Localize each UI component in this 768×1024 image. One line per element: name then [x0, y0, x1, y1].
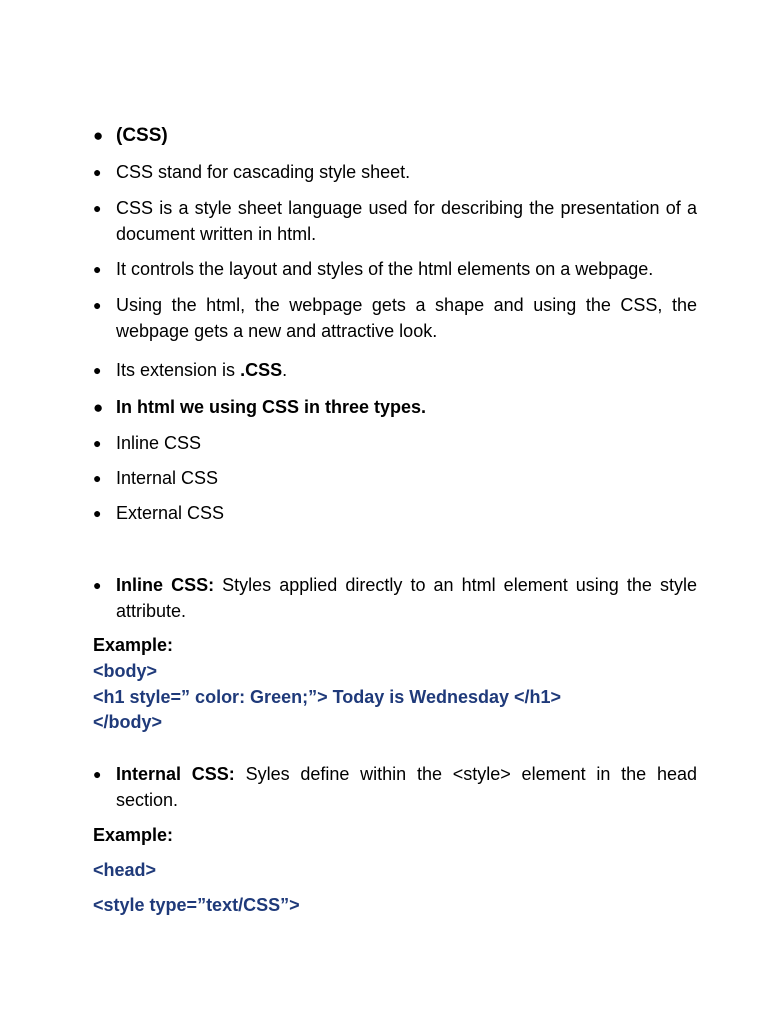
section-heading: (CSS)	[116, 125, 168, 146]
list-item	[93, 257, 697, 283]
type-external: External CSS	[116, 503, 225, 523]
extension-suffix: .	[282, 360, 288, 380]
bullet-icon: ●	[93, 398, 104, 417]
extension-item	[93, 358, 697, 384]
inline-css-item	[93, 573, 697, 624]
list-item	[93, 501, 697, 527]
list-item-text: CSS is a style sheet language used for describing the presentation of a document written in html.	[116, 198, 697, 244]
list-item	[93, 466, 697, 492]
inline-example-label: Example:	[93, 635, 174, 655]
list-item-text: It controls the layout and styles of the html elements on a webpage.	[116, 259, 654, 279]
bullet-icon: ●	[93, 297, 102, 313]
bullet-icon: ●	[93, 261, 102, 277]
bullet-icon: ●	[93, 766, 102, 782]
extension-value: .CSS	[240, 360, 283, 380]
bullet-icon: ●	[93, 505, 102, 521]
list-item	[93, 196, 697, 247]
list-item	[93, 293, 697, 344]
list-item	[93, 431, 697, 457]
internal-css-item	[93, 762, 697, 813]
bullet-icon: ●	[93, 200, 102, 216]
internal-css-text	[116, 762, 697, 813]
types-heading-item	[93, 395, 697, 421]
type-internal: Internal CSS	[116, 468, 219, 488]
extension-prefix: Its extension is	[116, 360, 241, 380]
types-heading: In html we using CSS in three types.	[116, 397, 427, 417]
inline-css-text	[116, 573, 697, 624]
internal-example-label: Example:	[93, 825, 174, 845]
inline-code-line: <body>	[93, 661, 158, 681]
inline-css-label: Inline CSS:	[116, 575, 215, 595]
internal-code-line: <style type=”text/CSS”>	[93, 895, 300, 915]
bullet-icon: ●	[93, 577, 102, 593]
list-item	[93, 160, 697, 186]
list-item-text: CSS stand for cascading style sheet.	[116, 162, 411, 182]
bullet-icon: ●	[93, 126, 104, 145]
internal-code-line: <head>	[93, 860, 157, 880]
type-inline: Inline CSS	[116, 433, 202, 453]
internal-css-label: Internal CSS:	[116, 764, 235, 784]
heading-item	[93, 123, 697, 149]
internal-css-description: Syles define within the <style> element in the head section.	[116, 764, 697, 810]
bullet-icon: ●	[93, 435, 102, 451]
list-item-text: Using the html, the webpage gets a shape and using the CSS, the webpage gets a new and attractive look.	[116, 295, 697, 341]
bullet-icon: ●	[93, 362, 102, 378]
inline-code-line: <h1 style=” color: Green;”> Today is Wednesday </h1>	[93, 687, 562, 707]
extension-text	[116, 358, 697, 384]
inline-css-description: Styles applied directly to an html element using the style attribute.	[116, 575, 697, 621]
bullet-icon: ●	[93, 164, 102, 180]
inline-code-line: </body>	[93, 712, 163, 732]
bullet-icon: ●	[93, 470, 102, 486]
